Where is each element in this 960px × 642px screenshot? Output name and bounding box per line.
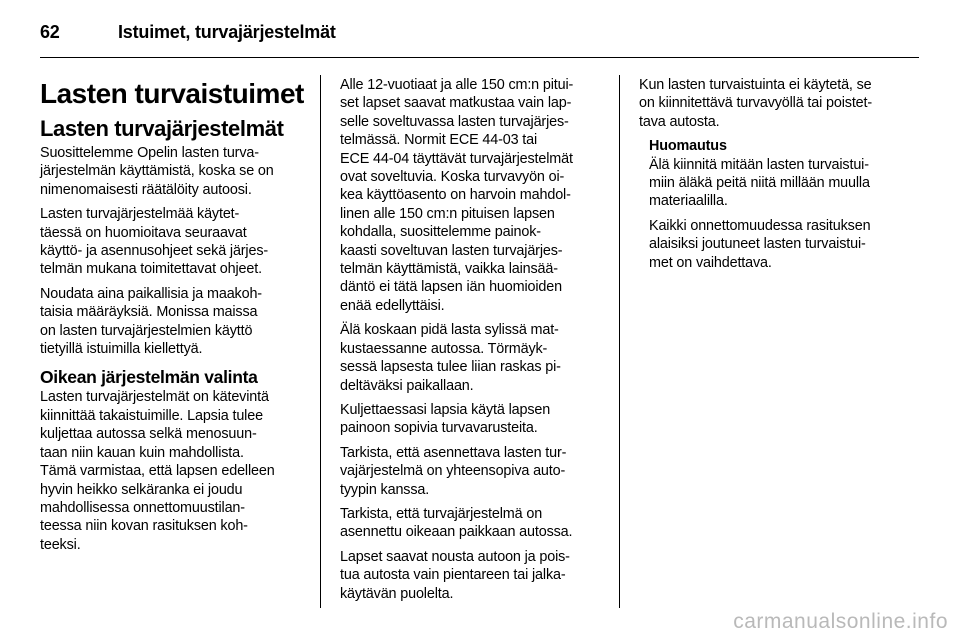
text-line: Kuljettaessasi lapsia käytä lapsen xyxy=(340,401,551,418)
text-line: taan niin kauan kuin mahdollista. xyxy=(40,444,244,461)
text-line: Lasten turvajärjestelmää käytet- xyxy=(40,206,240,223)
text-line: linen alle 150 cm:n pituisen lapsen xyxy=(340,205,555,222)
body-text xyxy=(40,144,308,358)
body-text xyxy=(639,76,907,131)
header-rule xyxy=(40,57,919,58)
paragraph xyxy=(340,505,608,542)
text-line: set lapset saavat matkustaa vain lap- xyxy=(340,95,572,112)
text-line: kohdalla, suosittelemme painok- xyxy=(340,224,541,241)
text-line: Tarkista, että asennettava lasten tur- xyxy=(340,444,567,461)
paragraph xyxy=(340,548,608,603)
column-3 xyxy=(639,76,907,278)
note-title: Huomautus xyxy=(649,138,727,155)
text-line: Älä koskaan pidä lasta sylissä mat- xyxy=(340,322,559,339)
note-box xyxy=(649,137,907,272)
body-text xyxy=(40,388,308,554)
text-line: käyttö- ja asennusohjeet sekä järjes- xyxy=(40,243,269,260)
paragraph xyxy=(40,285,308,359)
paragraph xyxy=(40,388,308,554)
text-line: kustaessanne autossa. Törmäyk- xyxy=(340,340,548,357)
text-line: teessa niin kovan rasituksen koh- xyxy=(40,518,248,535)
text-line: kuljettaa autossa selkä menosuun- xyxy=(40,426,257,443)
subsection-heading: Oikean järjestelmän valinta xyxy=(40,367,258,388)
paragraph xyxy=(40,205,308,279)
text-line: ECE 44-04 täyttävät turvajärjestelmät xyxy=(340,150,573,167)
section-heading: Lasten turvajärjestelmät xyxy=(40,116,284,141)
text-line: met on vaihdettava. xyxy=(649,254,772,271)
text-line: kea käyttöasento on harvoin mahdol- xyxy=(340,187,571,204)
text-line: vajärjestelmä on yhteensopiva auto- xyxy=(340,463,566,480)
text-line: nimenomaisesti räätälöity autoosi. xyxy=(40,181,252,198)
text-line: enää edellyttäisi. xyxy=(340,297,445,314)
text-line: alaisiksi joutuneet lasten turvaistui- xyxy=(649,236,866,253)
text-line: deltäväksi paikallaan. xyxy=(340,377,474,394)
text-line: Tarkista, että turvajärjestelmä on xyxy=(340,505,543,522)
paragraph xyxy=(649,217,907,272)
text-line: on kiinnitettävä turvavyöllä tai poistet- xyxy=(639,95,873,112)
text-line: telmässä. Normit ECE 44-03 tai xyxy=(340,132,538,149)
column-2 xyxy=(340,76,608,609)
text-line: selle soveltuvassa lasten turvajärjes- xyxy=(340,113,569,130)
column-divider-2 xyxy=(619,75,620,608)
text-line: on lasten turvajärjestelmien käyttö xyxy=(40,322,253,339)
text-line: Tämä varmistaa, että lapsen edelleen xyxy=(40,463,275,480)
text-line: Lasten turvajärjestelmät on kätevintä xyxy=(40,389,269,406)
text-line: Suosittelemme Opelin lasten turva- xyxy=(40,145,259,161)
note-text xyxy=(649,156,907,272)
text-line: däntö ei tätä lapsen iän huomioiden xyxy=(340,279,562,296)
text-line: taisia määräyksiä. Monissa maissa xyxy=(40,304,258,321)
paragraph xyxy=(340,76,608,315)
text-line: tua autosta vain pientareen tai jalka- xyxy=(340,567,566,584)
text-line: tietyillä istuimilla kiellettyä. xyxy=(40,341,203,358)
text-line: materiaalilla. xyxy=(649,193,728,210)
text-line: kaasti soveltuvan lasten turvajärjes- xyxy=(340,242,563,259)
paragraph xyxy=(340,321,608,395)
text-line: hyvin heikko selkäranka ei joudu xyxy=(40,481,243,498)
text-line: teeksi. xyxy=(40,536,81,553)
text-line: Alle 12-vuotiaat ja alle 150 cm:n pitui- xyxy=(340,77,574,93)
text-line: telmän mukana toimitettavat ohjeet. xyxy=(40,261,262,278)
text-line: tyypin kanssa. xyxy=(340,481,430,498)
column-1 xyxy=(40,76,308,560)
text-line: Noudata aina paikallisia ja maakoh- xyxy=(40,285,262,302)
paragraph xyxy=(340,444,608,499)
section-title: Istuimet, turvajärjestelmät xyxy=(118,22,336,42)
paragraph xyxy=(40,144,308,199)
text-line: telmän käyttämistä, vaikka lainsää- xyxy=(340,261,558,278)
text-line: Lapset saavat nousta autoon ja pois- xyxy=(340,548,570,565)
text-line: Kaikki onnettomuudessa rasituksen xyxy=(649,217,871,234)
text-line: miin äläkä peitä niitä millään muulla xyxy=(649,175,870,192)
body-text xyxy=(340,76,608,603)
text-line: Kun lasten turvaistuinta ei käytetä, se xyxy=(639,77,872,93)
text-line: tava autosta. xyxy=(639,113,720,130)
text-line: täessä on huomioitava seuraavat xyxy=(40,224,247,241)
text-line: käytävän puolelta. xyxy=(340,585,454,602)
watermark: carmanualsonline.info xyxy=(733,610,948,633)
chapter-heading: Lasten turvaistuimet xyxy=(40,78,304,109)
text-line: painoon sopivia turvavarusteita. xyxy=(340,420,538,437)
text-line: ovat soveltuvia. Koska turvavyön oi- xyxy=(340,169,565,186)
paragraph xyxy=(340,401,608,438)
page-number: 62 xyxy=(40,22,60,42)
text-line: kiinnittää takaistuimille. Lapsia tulee xyxy=(40,407,263,424)
paragraph xyxy=(649,156,907,211)
paragraph xyxy=(639,76,907,131)
column-divider-1 xyxy=(320,75,321,608)
text-line: järjestelmän käyttämistä, koska se on xyxy=(40,163,274,180)
text-line: sessä lapsesta tulee liian raskas pi- xyxy=(340,359,561,376)
text-line: asennettu oikeaan paikkaan autossa. xyxy=(340,524,573,541)
text-line: mahdollisessa onnettomuustilan- xyxy=(40,499,245,516)
text-line: Älä kiinnitä mitään lasten turvaistui- xyxy=(649,156,869,173)
